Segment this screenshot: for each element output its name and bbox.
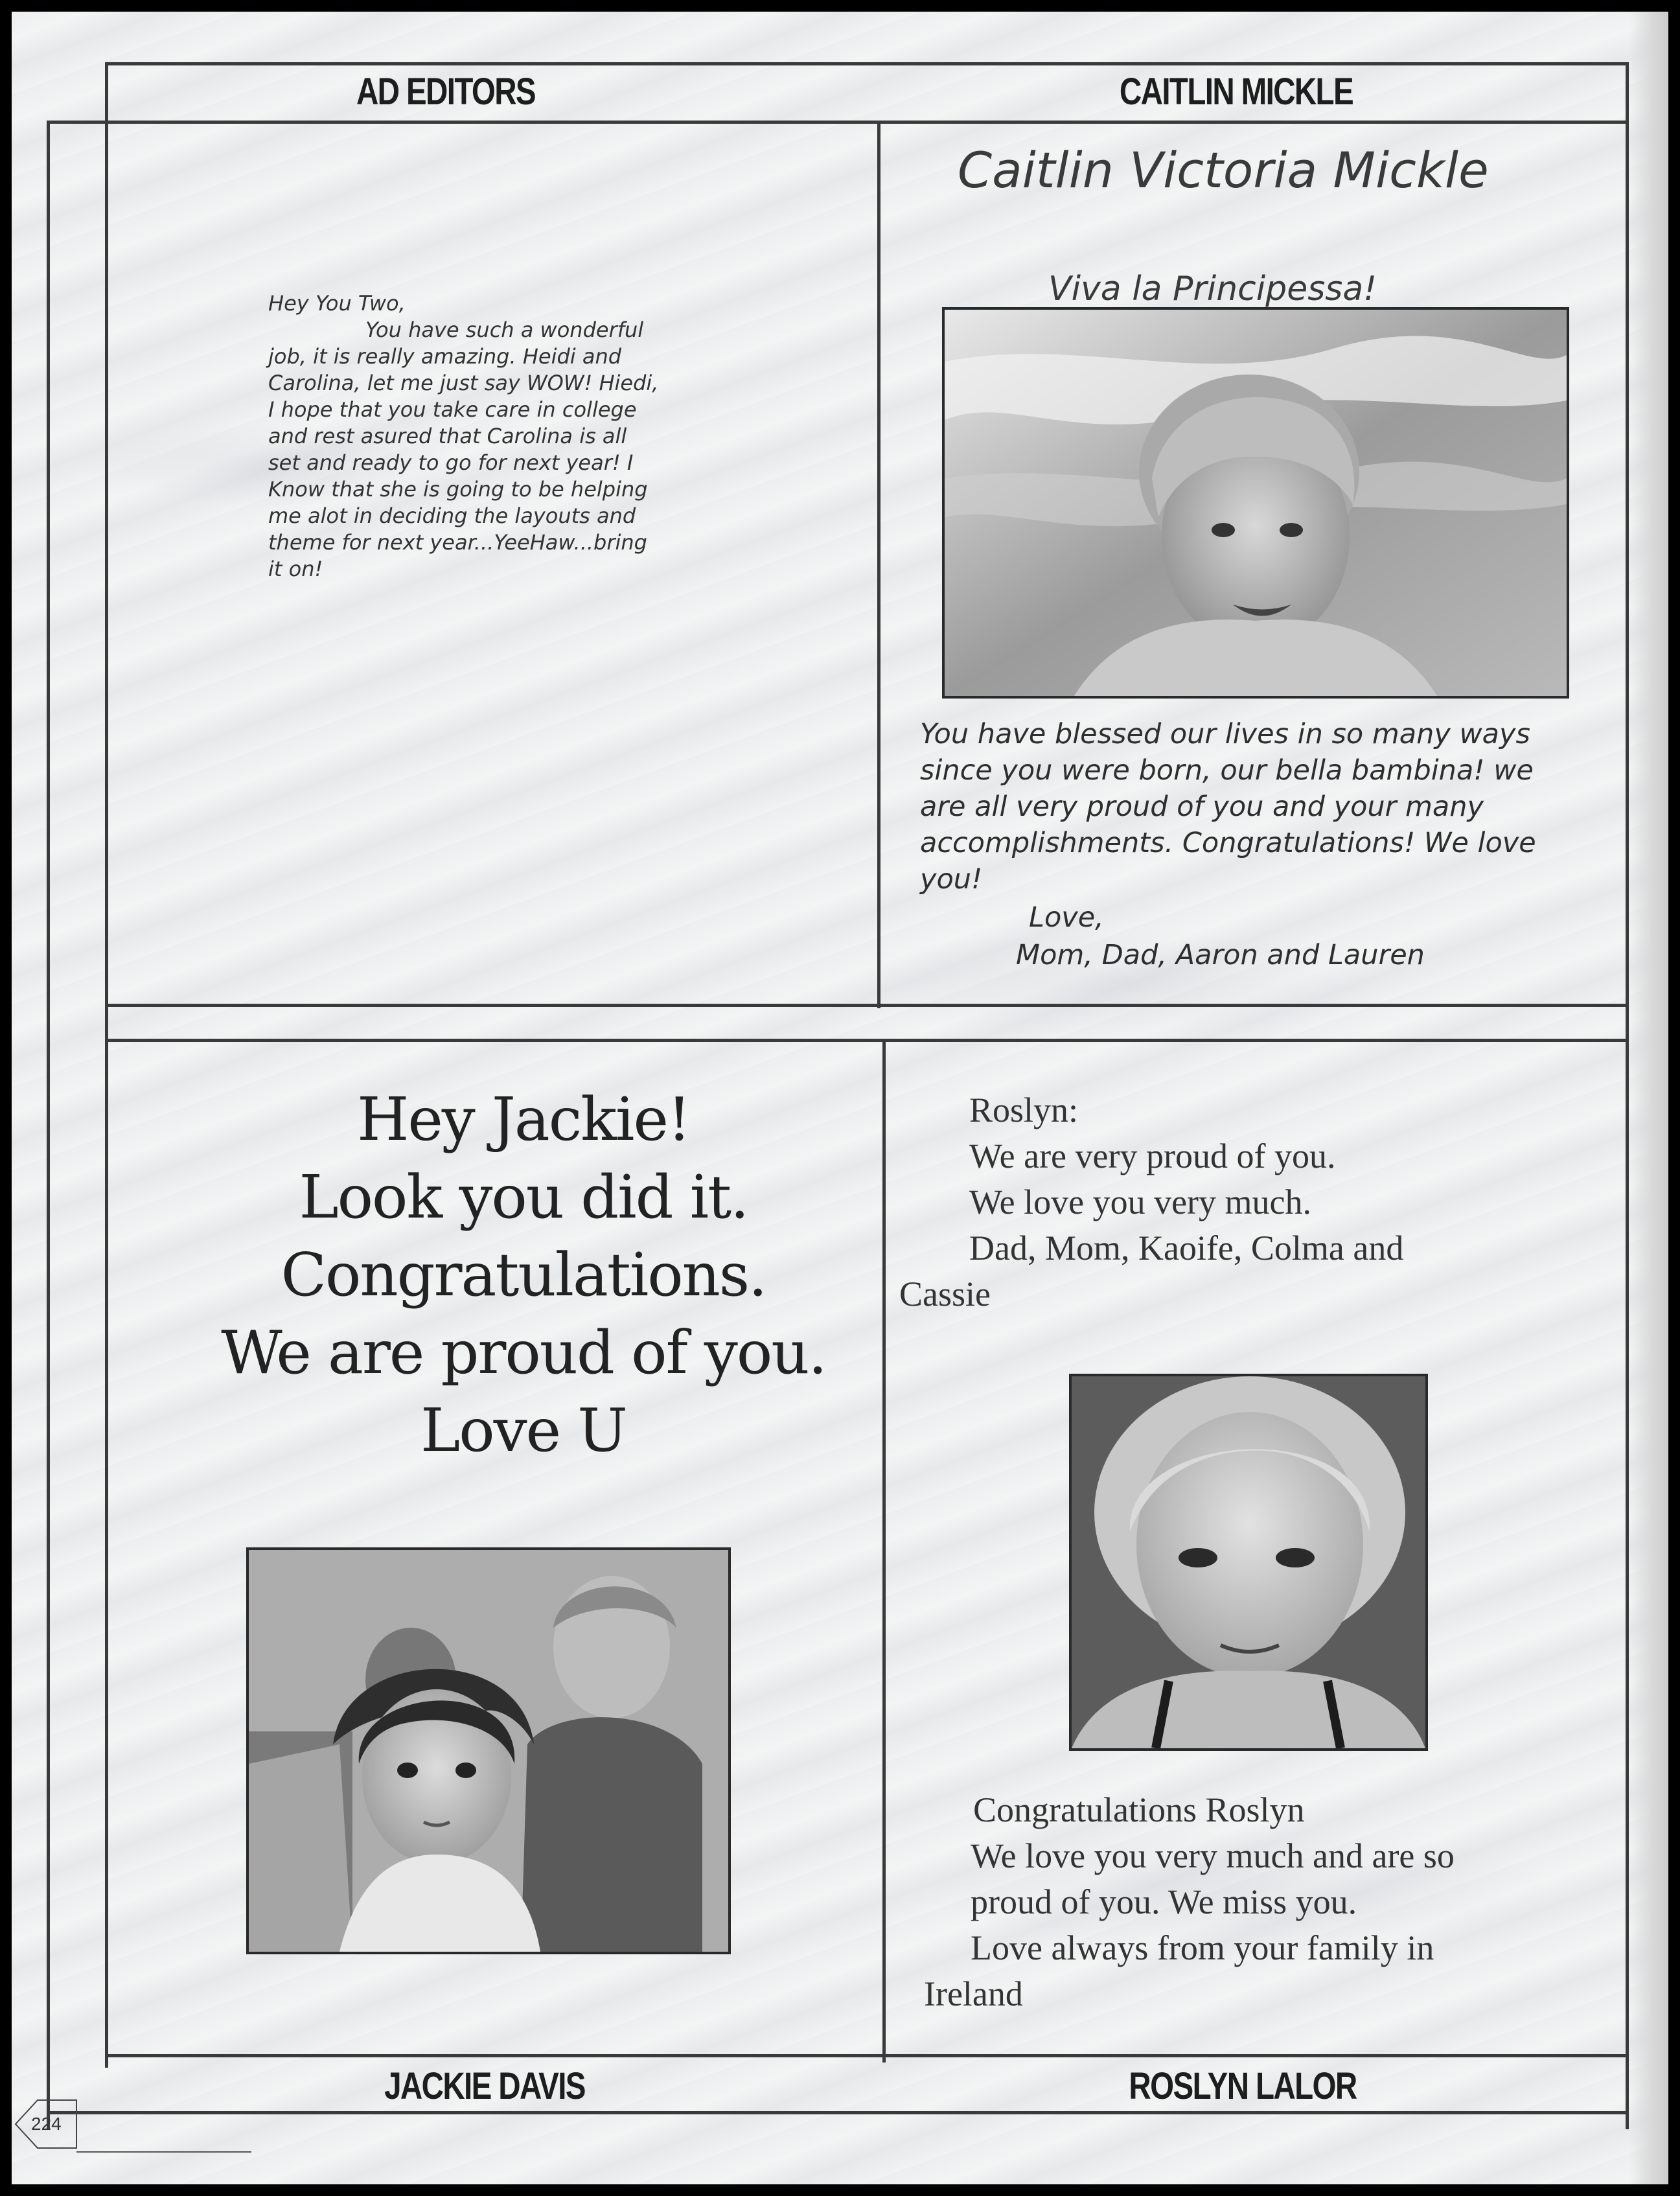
note-line: it on! bbox=[268, 557, 323, 581]
roslyn-line: Love always from your family in bbox=[971, 1928, 1434, 1967]
page-number: 224 bbox=[31, 2114, 62, 2134]
header-caitlin-mickle: CAITLIN MICKLE bbox=[1119, 71, 1353, 113]
page-edge-shadow bbox=[1629, 12, 1668, 2184]
header-ad-editors: AD EDITORS bbox=[356, 71, 536, 113]
jackie-message bbox=[141, 1081, 906, 1470]
note-line: me alot in deciding the layouts and bbox=[268, 503, 636, 528]
roslyn-line: We love you very much. bbox=[969, 1183, 1312, 1221]
roslyn-line: Cassie bbox=[899, 1275, 991, 1313]
roslyn-line: proud of you. We miss you. bbox=[971, 1882, 1357, 1921]
jackie-line: Congratulations. bbox=[281, 1240, 766, 1310]
note-line: set and ready to go for next year! I bbox=[268, 450, 634, 475]
page-number-rule bbox=[76, 2151, 251, 2153]
roslyn-line: Roslyn: bbox=[969, 1091, 1079, 1129]
note-line: and rest asured that Carolina is all bbox=[268, 424, 627, 448]
roslyn-photo bbox=[1069, 1374, 1428, 1751]
frame-header-line bbox=[47, 121, 1629, 124]
frame-mid-line-1 bbox=[105, 1004, 1629, 1007]
caitlin-signature: Mom, Dad, Aaron and Lauren bbox=[1016, 939, 1425, 971]
note-line: job, it is really amazing. Heidi and bbox=[268, 344, 622, 369]
frame-center-top bbox=[877, 121, 880, 1008]
roslyn-bottom-message bbox=[919, 1787, 1455, 2017]
roslyn-line: We love you very much and are so bbox=[971, 1836, 1455, 1875]
frame-inner-left bbox=[105, 62, 108, 2068]
roslyn-line: We are very proud of you. bbox=[969, 1137, 1336, 1175]
message-line: accomplishments. Congratulations! We love bbox=[920, 827, 1536, 859]
message-line: since you were born, our bella bambina! we bbox=[920, 754, 1534, 787]
caitlin-message bbox=[920, 716, 1607, 897]
jackie-line: Love U bbox=[420, 1396, 627, 1465]
jackie-line: Look you did it. bbox=[299, 1162, 748, 1232]
smiling-girl-image bbox=[1072, 1376, 1425, 1748]
frame-outer-left bbox=[47, 121, 50, 2129]
jackie-line: Hey Jackie! bbox=[357, 1085, 690, 1154]
caitlin-name-title: Caitlin Victoria Mickle bbox=[958, 141, 1489, 199]
note-line: theme for next year...YeeHaw...bring bbox=[268, 530, 647, 555]
caitlin-closing: Love, bbox=[1029, 901, 1104, 934]
children-group-image bbox=[249, 1550, 728, 1952]
header-roslyn-lalor: ROSLYN LALOR bbox=[1129, 2065, 1357, 2107]
note-line: You have such a wonderful bbox=[365, 318, 644, 342]
roslyn-line: Congratulations Roslyn bbox=[973, 1790, 1305, 1829]
jackie-line: We are proud of you. bbox=[221, 1318, 826, 1387]
message-line: You have blessed our lives in so many ways bbox=[920, 718, 1530, 750]
yearbook-page bbox=[12, 12, 1668, 2184]
message-line: are all very proud of you and your many bbox=[920, 791, 1484, 823]
frame-bottom-line-1 bbox=[105, 2054, 1629, 2057]
note-line: Carolina, let me just say WOW! Hiedi, bbox=[268, 371, 659, 395]
note-line: I hope that you take care in college bbox=[268, 397, 637, 422]
frame-right bbox=[1626, 62, 1629, 2129]
frame-top-line bbox=[105, 62, 1629, 65]
note-line: Know that she is going to be helping bbox=[268, 477, 648, 502]
ad-editors-note bbox=[268, 290, 696, 583]
caitlin-photo bbox=[942, 307, 1569, 699]
roslyn-line: Dad, Mom, Kaoife, Colma and bbox=[969, 1229, 1404, 1267]
roslyn-top-message bbox=[893, 1087, 1403, 1317]
frame-mid-line-2 bbox=[105, 1039, 1629, 1042]
roslyn-line: Ireland bbox=[924, 1974, 1023, 2013]
note-line: Hey You Two, bbox=[268, 291, 406, 316]
caitlin-subtitle: Viva la Principessa! bbox=[1048, 270, 1377, 308]
jackie-photo bbox=[246, 1547, 731, 1954]
header-jackie-davis: JACKIE DAVIS bbox=[384, 2065, 585, 2107]
frame-bottom-line-2 bbox=[47, 2111, 1629, 2114]
message-line: you! bbox=[920, 863, 983, 896]
child-in-pool-image bbox=[945, 310, 1567, 696]
